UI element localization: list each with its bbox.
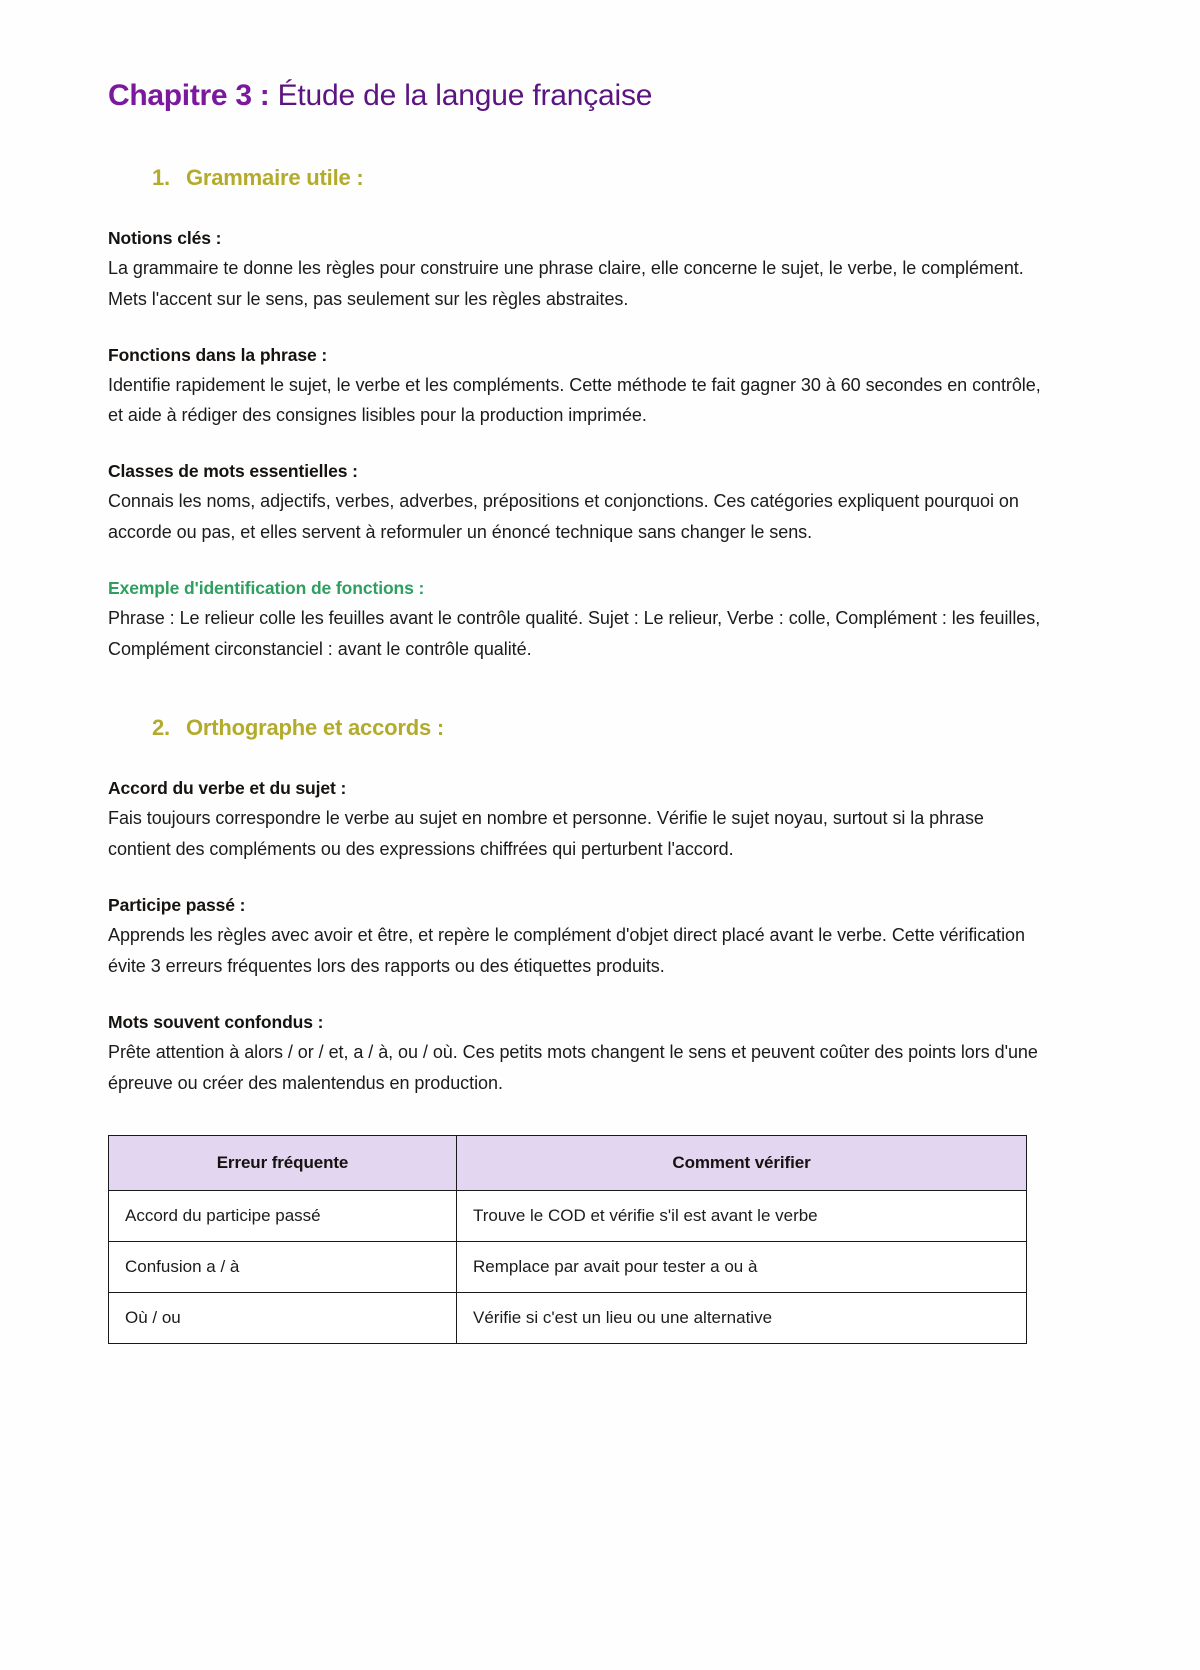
section-heading-1 [152, 165, 1050, 191]
content-block [108, 228, 1050, 315]
page-title-chapter: Chapitre 3 : [108, 79, 270, 112]
table-row [109, 1190, 1027, 1241]
page-title-subject: Étude de la langue française [269, 79, 653, 112]
body-paragraph: Prête attention à alors / or / et, a / à, ou / où. Ces petits mots changent le sens et peuvent coûter des points lors d'une épreuve ou créer des malentendus en production. [108, 1042, 1038, 1093]
content-block [108, 1012, 1050, 1099]
section-title-2: Orthographe et accords : [186, 715, 445, 741]
table-cell-error: Accord du participe passé [109, 1190, 457, 1241]
table-row [109, 1292, 1027, 1343]
sub-heading: Notions clés : [108, 227, 222, 248]
content-block [108, 895, 1050, 982]
sub-heading: Classes de mots essentielles : [108, 461, 358, 482]
sub-heading: Fonctions dans la phrase : [108, 344, 328, 365]
body-paragraph: Identifie rapidement le sujet, le verbe et les compléments. Cette méthode te fait gagner 30 à 60 secondes en contrôle, et aide à rédiger des consignes lisibles pour la production imprimée. [108, 374, 1041, 426]
section-title-1: Grammaire utile : [186, 164, 364, 190]
table-header-cell: Comment vérifier [457, 1135, 1027, 1190]
sub-heading-example: Exemple d'identification de fonctions : [108, 578, 425, 599]
errors-table [108, 1135, 1027, 1344]
page-title [108, 78, 1050, 115]
body-paragraph: La grammaire te donne les règles pour construire une phrase claire, elle concerne le sujet, le verbe, le complément. Mets l'accent sur le sens, pas seulement sur les règles abstraites. [108, 257, 1024, 309]
table-body [109, 1190, 1027, 1343]
body-paragraph: Phrase : Le relieur colle les feuilles avant le contrôle qualité. Sujet : Le relieur, Verbe : colle, Complément : les feuilles, Complément circonstanciel : avant le contrôle qualité. [108, 608, 1041, 660]
body-paragraph: Apprends les règles avec avoir et être, et repère le complément d'objet direct placé avant le verbe. Cette vérification évite 3 erreurs fréquentes lors des rapports ou des étiquettes produits. [108, 925, 1025, 977]
table-cell-error: Confusion a / à [109, 1241, 457, 1292]
sub-heading: Mots souvent confondus : [108, 1012, 324, 1033]
table-cell-check: Vérifie si c'est un lieu ou une alternative [457, 1292, 1027, 1343]
sub-heading: Accord du verbe et du sujet : [108, 778, 347, 799]
section-number-2: 2. [152, 715, 170, 741]
table-header [109, 1135, 1027, 1190]
table-header-row [109, 1135, 1027, 1190]
content-block [108, 345, 1050, 432]
table-header-cell: Erreur fréquente [109, 1135, 457, 1190]
sub-heading: Participe passé : [108, 895, 246, 916]
table-cell-check: Remplace par avait pour tester a ou à [457, 1241, 1027, 1292]
content-block [108, 778, 1050, 865]
section-heading-2 [152, 715, 1050, 741]
content-block-example [108, 578, 1050, 665]
table-row [109, 1241, 1027, 1292]
body-paragraph: Fais toujours correspondre le verbe au sujet en nombre et personne. Vérifie le sujet noyau, surtout si la phrase contient des compléments ou des expressions chiffrées qui perturbent l'accord. [108, 808, 984, 860]
body-paragraph: Connais les noms, adjectifs, verbes, adverbes, prépositions et conjonctions. Ces catégories expliquent pourquoi on accorde ou pas, et elles servent à reformuler un énoncé technique sans changer le sens. [108, 491, 1019, 543]
table-cell-check: Trouve le COD et vérifie s'il est avant le verbe [457, 1190, 1027, 1241]
content-block [108, 461, 1050, 548]
table-cell-error: Où / ou [109, 1292, 457, 1343]
section-number-1: 1. [152, 164, 170, 190]
